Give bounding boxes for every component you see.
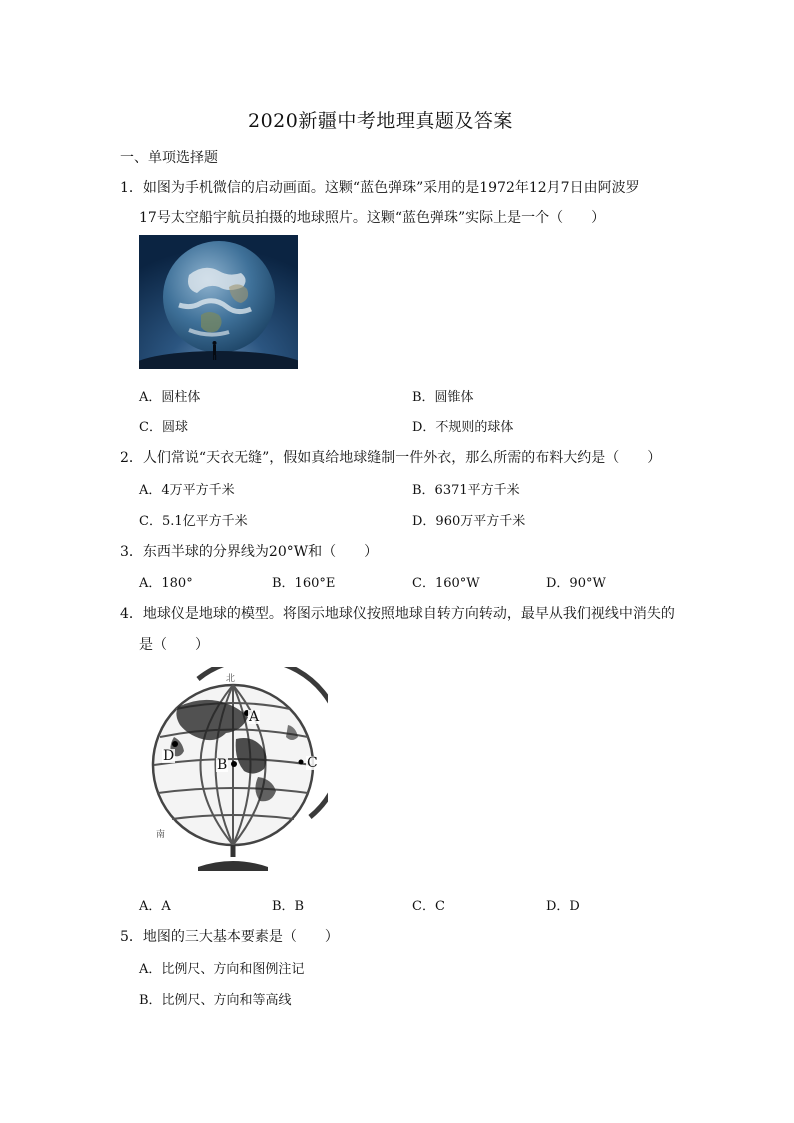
globe-label-a: A (249, 709, 260, 725)
question-4-option-b: B．B (272, 899, 305, 914)
globe-label-c: C (307, 755, 318, 771)
page-title: 2020新疆中考地理真题及答案 (248, 110, 513, 132)
point-c-marker (299, 760, 304, 765)
question-2-option-b: B．6371平方千米 (412, 483, 520, 498)
question-4-option-d: D．D (546, 899, 580, 914)
question-3-line-1: 3．东西半球的分界线为20°W和（ ） (120, 544, 379, 560)
question-3-option-b: B．160°E (272, 576, 336, 591)
question-5-option-b: B．比例尺、方向和等高线 (139, 993, 292, 1008)
globe-label-b: B (217, 757, 228, 773)
section-heading: 一、单项选择题 (120, 150, 218, 166)
question-4-line-1: 4．地球仪是地球的模型。将图示地球仪按照地球自转方向转动，最早从我们视线中消失的 (120, 606, 675, 622)
question-2-option-a: A．4万平方千米 (139, 483, 235, 498)
question-1-option-b: B．圆锥体 (412, 390, 474, 405)
question-2-option-d: D．960万平方千米 (412, 514, 526, 529)
blue-marble-image (139, 235, 298, 369)
question-4-option-c: C．C (412, 899, 445, 914)
question-3-option-a: A．180° (139, 576, 193, 591)
question-5-line-1: 5．地图的三大基本要素是（ ） (120, 929, 339, 945)
question-2-option-c: C．5.1亿平方千米 (139, 514, 248, 529)
question-1-option-c: C．圆球 (139, 420, 188, 435)
globe-label-d: D (163, 748, 175, 764)
north-pole-mark: 北 (226, 674, 236, 684)
question-4-option-a: A．A (139, 899, 171, 914)
point-b-marker (231, 761, 237, 767)
globe-figure (138, 667, 328, 875)
question-3-option-d: D．90°W (546, 576, 606, 591)
question-1-line-2: 17号太空船宇航员拍摄的地球照片。这颗“蓝色弹珠”实际上是一个（ ） (139, 210, 606, 226)
question-2-line-1: 2．人们常说“天衣无缝”，假如真给地球缝制一件外衣，那么所需的布料大约是（ ） (120, 450, 662, 466)
question-3-option-c: C．160°W (412, 576, 480, 591)
question-1-option-a: A．圆柱体 (139, 390, 201, 405)
south-pole-mark: 南 (156, 830, 166, 840)
question-5-option-a: A．比例尺、方向和图例注记 (139, 962, 305, 977)
question-1-option-d: D．不规则的球体 (412, 420, 514, 435)
question-1-line-1: 1．如图为手机微信的启动画面。这颗“蓝色弹珠”采用的是1972年12月7日由阿波罗 (120, 180, 640, 196)
point-d-marker (172, 741, 178, 747)
question-4-line-2: 是（ ） (139, 637, 209, 653)
